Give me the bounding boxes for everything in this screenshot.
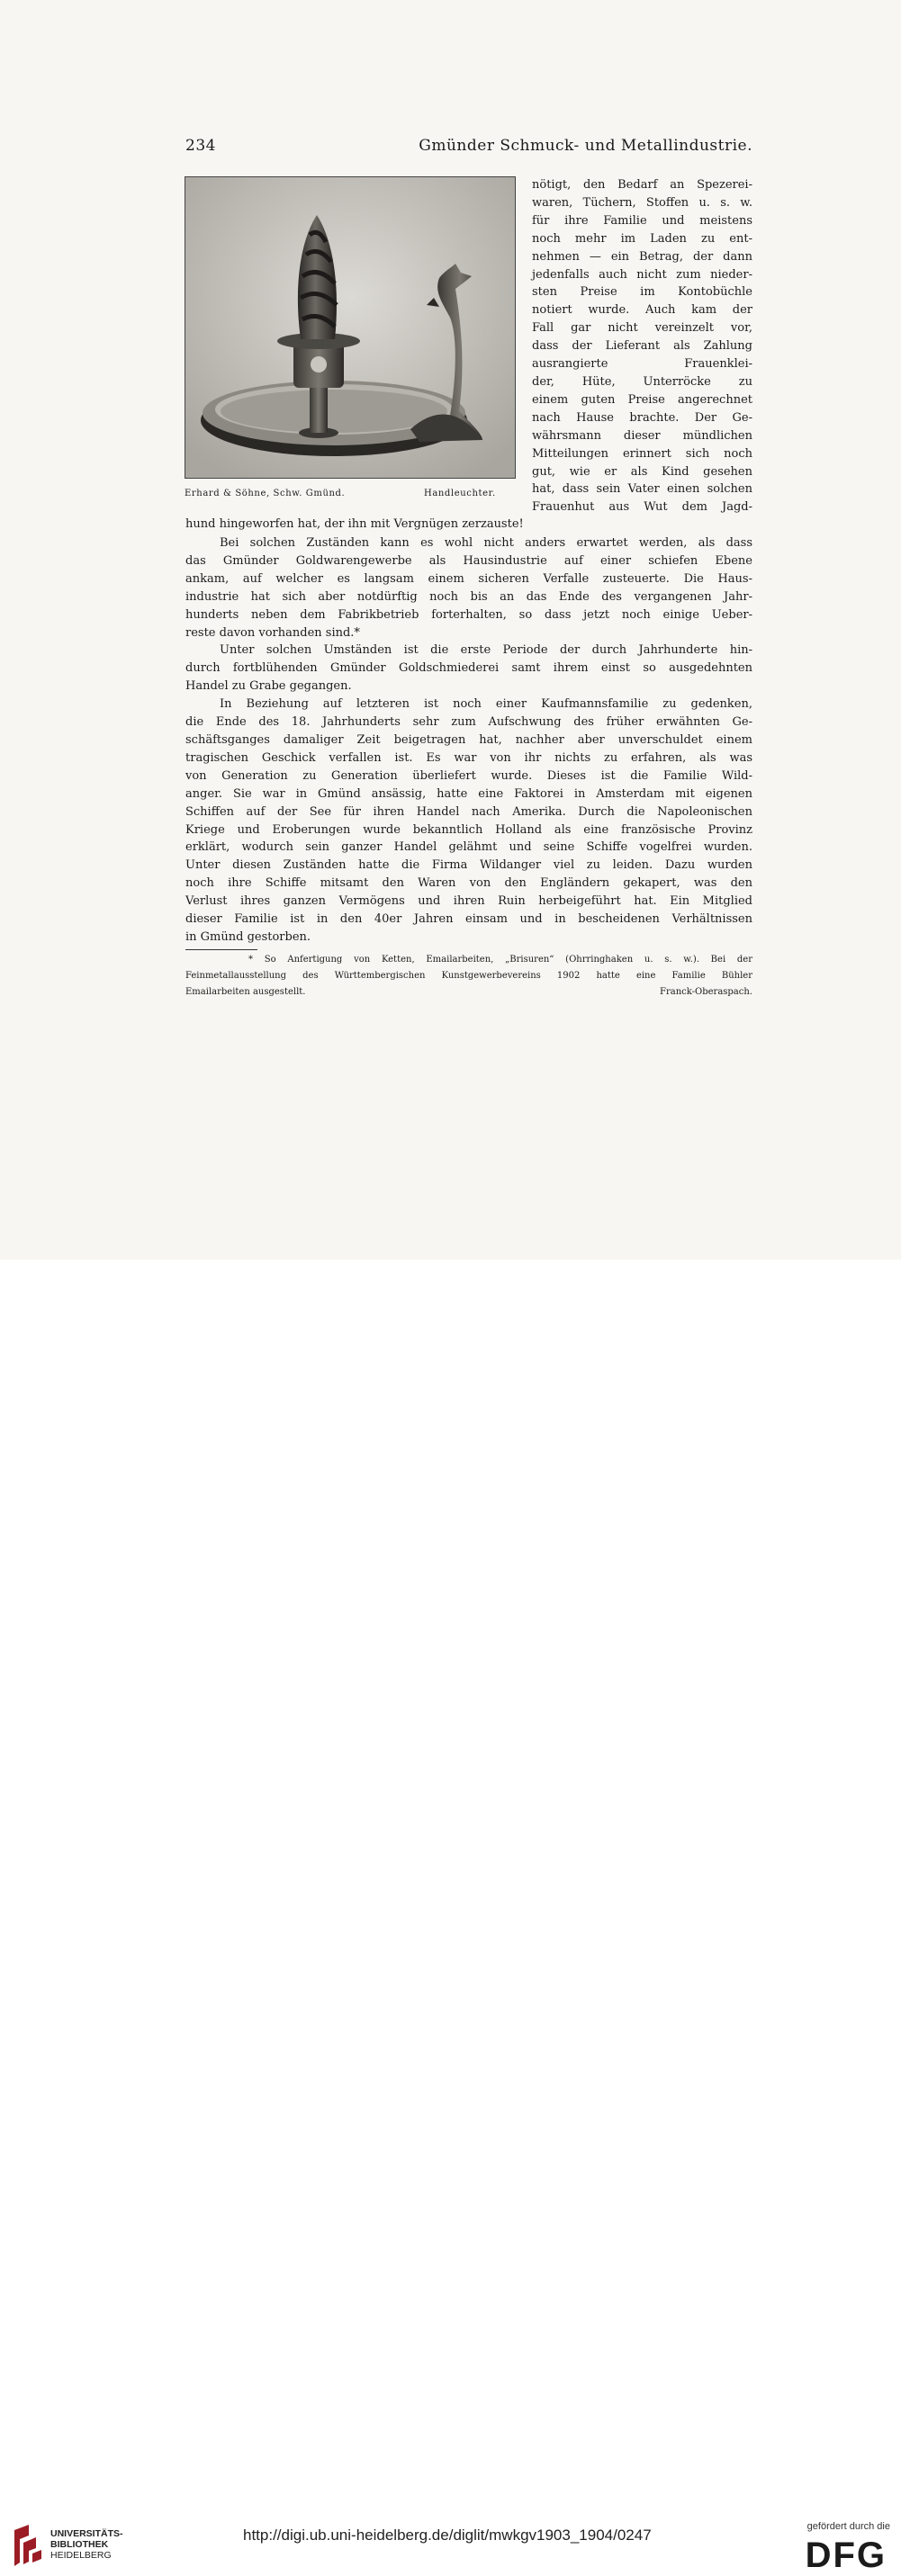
text-line: ankam, auf welcher es langsam einem sicheren Verfalle zusteuerte. Die Haus- [185,571,752,586]
footnote-signature: Franck-Oberaspach. [660,987,752,997]
text-line: Unter solchen Umständen ist die erste Periode der durch Jahrhunderte hin- [220,643,752,658]
text-line: dass der Lieferant als Zahlung [532,339,752,354]
text-line: ausrangierte Frauenklei- [532,357,752,372]
text-line: dieser Familie ist in den 40er Jahren einsam und in bescheidenen Verhältnissen [185,912,752,927]
figure-caption-credit: Erhard & Söhne, Schw. Gmünd. [185,489,346,498]
viewer-footer [0,1260,901,2575]
text-line: währsmann dieser mündlichen [532,428,752,443]
text-line: jedenfalls auch nicht zum nieder- [532,267,752,282]
footnote-line: Emailarbeiten ausgestellt. [185,987,306,997]
text-line: anger. Sie war in Gmünd ansässig, hatte eine Faktorei in Amsterdam mit eigenen [185,786,752,801]
text-line: waren, Tüchern, Stoffen u. s. w. [532,195,752,210]
footnote-line: Feinmetallausstellung des Württembergischen Kunstgewerbevereins 1902 hatte eine Familie Bühler [185,971,752,981]
text-line: gut, wie er als Kind gesehen [532,464,752,479]
right-text-column [532,176,752,516]
library-logo-icon [11,2523,47,2570]
text-line: hunderts neben dem Fabrikbetrieb forterhalten, so dass jetzt noch einige Ueber- [185,607,752,622]
library-name-line: HEIDELBERG [50,2550,112,2561]
text-line: sten Preise im Kontobüchle [532,285,752,300]
text-line: von Generation zu Generation überliefert wurde. Dieses ist die Familie Wild- [185,768,752,783]
page-header [185,135,752,160]
book-page [0,0,901,1260]
text-line: die Ende des 18. Jahrhunderts sehr zum Aufschwung des früher erwähnten Ge- [185,715,752,730]
text-line: Fall gar nicht vereinzelt vor, [532,321,752,336]
text-line: Bei solchen Zuständen kann es wohl nicht anders erwartet werden, als dass [220,536,752,550]
footnote [185,952,752,1001]
candlestick-illustration [185,177,515,478]
candlestick-photo [185,176,516,479]
library-name-line: UNIVERSITÄTS- [50,2528,123,2539]
footnote-divider [185,949,257,950]
dfg-logo: DFG [805,2536,887,2575]
body-text [185,534,752,947]
text-line: noch ihre Schiffe mitsamt den Waren von den Engländern gekapert, was den [185,876,752,891]
text-line: Unter diesen Zuständen hatte die Firma Wildanger viel zu leiden. Dazu wurden [185,858,752,873]
text-line: Schiffen auf der See für ihren Handel nach Amerika. Durch die Napoleonischen [185,804,752,819]
text-line: der, Hüte, Unterröcke zu [532,374,752,389]
text-line: nach Hause brachte. Der Ge- [532,410,752,425]
text-line: einem guten Preise angerechnet [532,392,752,407]
text-line: nötigt, den Bedarf an Spezerei- [532,178,752,192]
text-line: notiert wurde. Auch kam der [532,303,752,318]
footnote-line: * So Anfertigung von Ketten, Emailarbeiten, „Brisuren“ (Ohrringhaken u. s. w.). Bei der [248,955,752,965]
library-name [50,2528,123,2561]
text-line: für ihre Familie und meistens [532,213,752,228]
continuation-line: hund hingeworfen hat, der ihn mit Vergnügen zerzauste! [185,517,524,531]
text-line: erklärt, wodurch sein ganzer Handel gelähmt und seine Schiffe vogelfrei wurden. [185,840,752,855]
text-line: in Gmünd gestorben. [185,929,311,944]
text-line: Handel zu Grabe gegangen. [185,679,352,694]
text-line: Mitteilungen erinnert sich noch [532,446,752,461]
library-name-line: BIBLIOTHEK [50,2539,109,2550]
text-line: tragischen Geschick verfallen ist. Es war von ihr nichts zu erfahren, als was [185,750,752,765]
text-line: Frauenhut aus Wut dem Jagd- [532,500,752,515]
text-line: das Gmünder Goldwarengewerbe als Hausindustrie auf einer schiefen Ebene [185,553,752,568]
text-line: nehmen — ein Betrag, der dann [532,249,752,264]
text-line: reste davon vorhanden sind.* [185,625,360,640]
text-line: durch fortblühenden Gmünder Goldschmiederei samt ihrem einst so ausgedehnten [185,661,752,676]
funding-label: gefördert durch die [806,2521,890,2532]
text-line: hat, dass sein Vater einen solchen [532,482,752,497]
figure-caption-title: Handleuchter. [424,489,496,498]
text-line: In Beziehung auf letzteren ist noch einer Kaufmannsfamilie zu gedenken, [220,697,752,712]
text-line: Kriege und Eroberungen wurde bekanntlich Holland als eine französische Provinz [185,822,752,837]
text-line: Verlust ihres ganzen Vermögens und ihren Ruin herbeigeführt hat. Ein Mitglied [185,894,752,909]
text-line: noch mehr im Laden zu ent- [532,231,752,246]
running-title: Gmünder Schmuck- und Metallindustrie. [419,137,752,155]
page-number: 234 [185,137,216,155]
permalink-url[interactable]: http://digi.ub.uni-heidelberg.de/diglit/mwkgv1903_1904/0247 [243,2527,652,2544]
text-line: industrie hat sich aber notdürftig noch bis an das Ende des vergangenen Jahr- [185,589,752,604]
text-line: schäftsganges damaliger Zeit beigetragen hat, nachher aber unverschuldet einem [185,732,752,747]
